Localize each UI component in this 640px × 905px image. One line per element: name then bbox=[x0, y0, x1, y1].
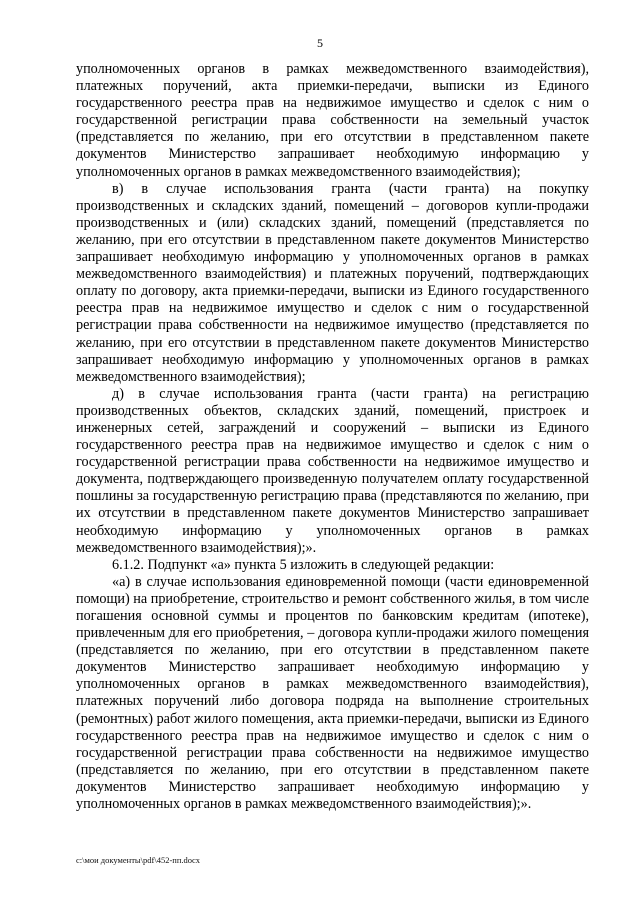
paragraph-continuation: уполномоченных органов в рамках межведомственного взаимодействия), платежных поручений, акта приемки-передачи, выписки из Единого государственного реестра прав на недвижимое имущество и сделок с ним о государственной регистрации права собственности на земельный участок (представляется по желанию, при его отсутствии в представленном пакете документов Министерство запрашивает необходимую информацию у уполномоченных органов в рамках межведомственного взаимодействия); bbox=[76, 61, 589, 180]
footer-file-path: c:\мои документы\pdf\452-пп.docx bbox=[76, 855, 201, 865]
paragraph-item-a: «а) в случае использования единовременной помощи (части единовременной помощи) на приобретение, строительство и ремонт собственного жилья, в том числе погашения основной суммы и процентов по банковским кредитам (ипотеке), привлеченным для его приобретения, – договора купли-продажи жилого помещения (представляется по желанию, при его отсутствии в представленном пакете документов Министерство запрашивает необходимую информацию у уполномоченных органов в рамках межведомственного взаимодействия), платежных поручений либо договора подряда на выполнение строительных (ремонтных) работ жилого помещения, акта приемки-передачи, выписки из Единого государственного реестра прав на недвижимое имущество и сделок с ним о государственной регистрации права собственности на недвижимое имущество (представляется по желанию, при его отсутствии в представленном пакете документов Министерство запрашивает необходимую информацию у уполномоченных органов в рамках межведомственного взаимодействия);». bbox=[76, 573, 589, 813]
page-number: 5 bbox=[317, 36, 323, 50]
paragraph-item-d: д) в случае использования гранта (части гранта) на регистрацию производственных объектов, складских зданий, помещений, пристроек и инженерных сетей, заграждений и сооружений – выписки из Единого государственного реестра прав на недвижимое имущество и сделок с ним о государственной регистрации права собственности на недвижимое имущество и документа, подтверждающего произведенную получателем оплату государственной пошлины за государственную регистрацию права (представляются по желанию, при их отсутствии в представленном пакете документов Министерство запрашивает необходимую информацию у уполномоченных органов в рамках межведомственного взаимодействия);». bbox=[76, 385, 589, 556]
document-body bbox=[76, 61, 589, 813]
paragraph-item-v: в) в случае использования гранта (части гранта) на покупку производственных и складских зданий, помещений – договоров купли-продажи производственных и (или) складских зданий, помещений (представляется по желанию, при его отсутствии в представленном пакете документов Министерство запрашивает необходимую информацию у уполномоченных органов в рамках межведомственного взаимодействия) и платежных поручений, подтверждающих оплату по договору, акта приемки-передачи, выписки из Единого государственного реестра прав на недвижимое имущество и сделок с ним о государственной регистрации права собственности на недвижимое имущество (представляется по желанию, при его отсутствии в представленном пакете документов Министерство запрашивает необходимую информацию у уполномоченных органов в рамках межведомственного взаимодействия); bbox=[76, 180, 589, 385]
paragraph-6-1-2: 6.1.2. Подпункт «а» пункта 5 изложить в следующей редакции: bbox=[112, 556, 495, 573]
